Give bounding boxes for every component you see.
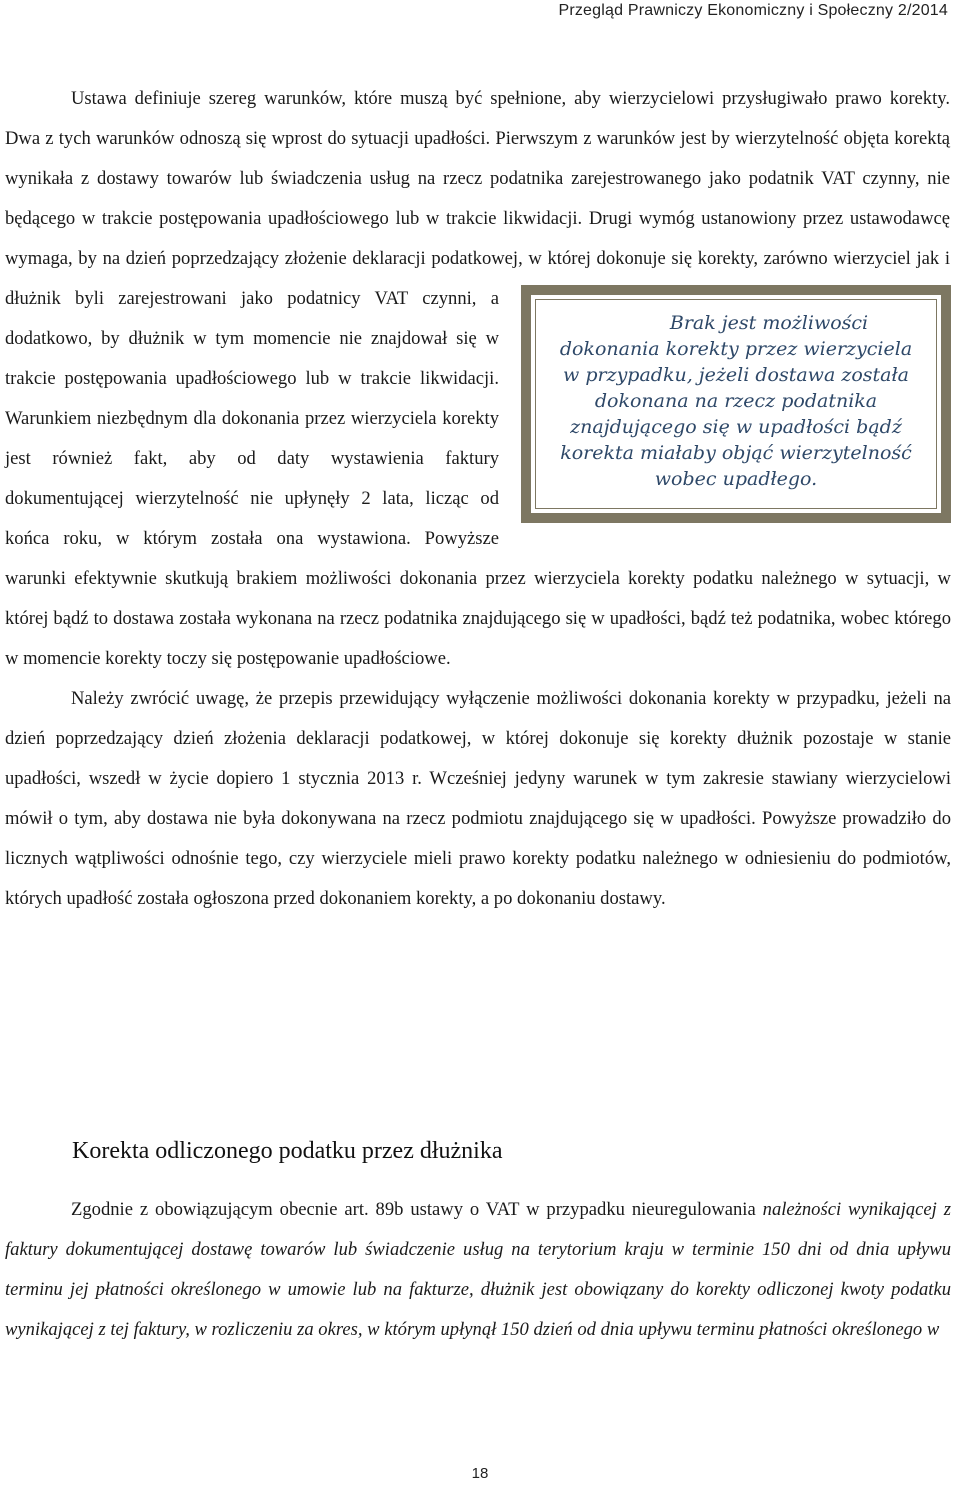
running-header: Przegląd Prawniczy Ekonomiczny i Społeczny 2/2014 [558, 2, 948, 19]
paragraph-2: Należy zwrócić uwagę, że przepis przewidujący wyłączenie możliwości dokonania korekty w przypadku, jeżeli na dzień poprzedzający dzień złożenia deklaracji podatkowej, w której dokonuje się korekty dłużnik pozostaje w stanie upadłości, wszedł w życie dopiero 1 stycznia 2013 r. Wcześniej jedyny warunek w tym zakresie stawiany wierzycielowi mówił o tym, aby dostawa nie była dokonywana na rzecz podmiotu znajdującego się w upadłości. Powyższe prowadziło do licznych wątpliwości odnośnie tego, czy wierzyciele mieli prawo korekty podatku należnego w odniesieniu do podmiotów, których upadłość została ogłoszona przed dokonaniem korekty, a po dokonaniu dostawy. [5, 688, 951, 909]
section-paragraph [5, 1190, 951, 1350]
section-intro-italic: należności wynikającej z faktury dokumentującej dostawę towarów lub świadczenie usług na terytorium kraju w terminie 150 dni od dnia upływu terminu jej płatności określonego w umowie lub na fakturze, dłużnik jest obowiązany do korekty odliczonej kwoty podatku wynikającej z tej faktury, w rozliczeniu za okres, w którym upłynął 150 dzień od dnia upływu terminu płatności określonego w [5, 1199, 951, 1340]
pull-quote-box [521, 285, 951, 523]
section-heading: Korekta odliczonego podatku przez dłużnika [72, 1138, 503, 1164]
paragraph-1-text: Ustawa definiuje szereg warunków, które muszą być spełnione, aby wierzycielowi przysługiwało prawo korekty. Dwa z tych warunków odnoszą się wprost do sytuacji upadłości. Pierwszym z warunków jest by wierzytelność objęta korektą wynikała z dostawy towarów lub świadczenia usług na rzecz podatnika zarejestrowanego jako podatnik VAT czynny, nie będącego w trakcie postępowania upadłościowego lub w trakcie likwidacji. Drugi wymóg ustanowiony przez ustawodawcę wymaga, by na dzień poprzedzający złożenie deklaracji podatkowej, w której dokonuje się korekty, zarówno wierzyciel jak i dłużnik byli zarejestrowani jako podatnicy VAT czynni, a dodatkowo, by dłużnik w tym momencie nie znajdował się w trakcie postępowania upadłościowego lub w trakcie likwidacji. Warunkiem niezbędnym dla dokonania przez wierzyciela korekty jest również fakt, aby od daty wystawienia faktury dokumentującej wierzytelność nie upłynęły 2 lata, licząc od końca roku, w którym została ona wystawiona. Powyższe warunki efektywnie skutkują brakiem możliwości dokonania przez wierzyciela korekty podatku należnego w sytuacji, w której bądź to dostawa została wykonana na rzecz podatnika znajdującego się w upadłości, bądź też podatnika, wobec którego w momencie korekty toczy się postępowanie upadłościowe. [5, 88, 951, 669]
pull-quote-text: Brak jest możliwości dokonania korekty przez wierzyciela w przypadku, jeżeli dostawa została dokonana na rzecz podatnika znajdującego się w upadłości bądź korekta miałaby objąć wierzytelność wobec upadłego. [535, 299, 937, 509]
section-body [5, 1190, 951, 1350]
page-number: 18 [471, 1465, 489, 1482]
body-text [5, 79, 951, 919]
section-intro-plain: Zgodnie z obowiązującym obecnie art. 89b ustawy o VAT w przypadku nieuregulowania [71, 1199, 756, 1220]
paragraph-1 [5, 79, 951, 679]
